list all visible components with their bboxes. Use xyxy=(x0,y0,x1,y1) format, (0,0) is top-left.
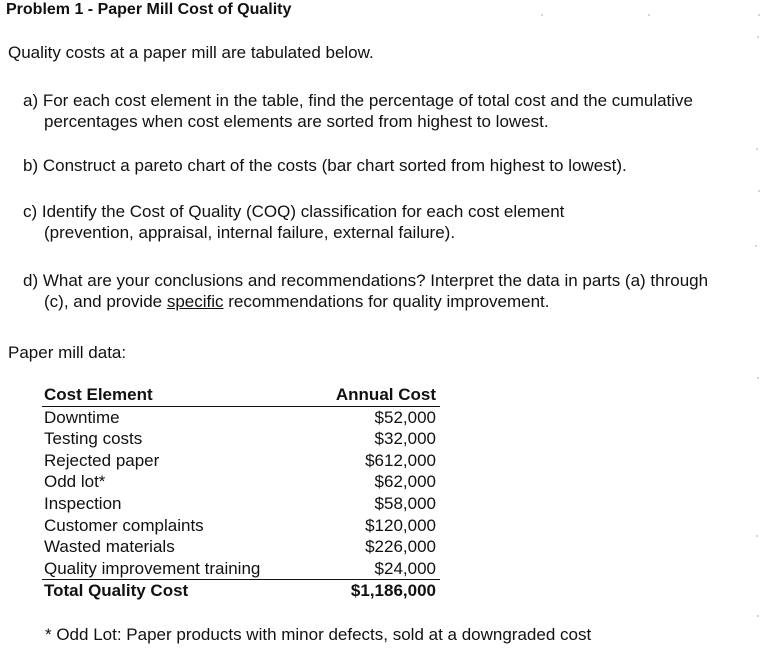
annual-cost-value: $24,000 xyxy=(374,558,436,578)
artifact-dot xyxy=(756,535,758,537)
problem-title: Problem 1 - Paper Mill Cost of Quality xyxy=(6,1,292,18)
artifact-dot xyxy=(648,14,650,16)
total-label: Total Quality Cost xyxy=(44,581,189,601)
header-cost-element: Cost Element xyxy=(44,385,153,404)
question-b xyxy=(23,155,763,176)
question-d-line2-post: recommendations for quality improvement. xyxy=(223,292,550,311)
artifact-dot xyxy=(758,14,760,16)
artifact-dot xyxy=(757,377,759,379)
question-a xyxy=(23,90,763,132)
annual-cost-value: $226,000 xyxy=(365,537,436,557)
cost-element-name: Quality improvement training xyxy=(44,558,261,578)
table-header-row xyxy=(42,384,440,407)
question-c-line2: (prevention, appraisal, internal failure, external failure). xyxy=(44,223,456,242)
data-label: Paper mill data: xyxy=(8,343,127,362)
artifact-dot xyxy=(757,615,759,617)
cost-element-name: Downtime xyxy=(44,407,120,427)
table-row xyxy=(42,428,440,450)
header-annual-cost: Annual Cost xyxy=(335,385,436,404)
question-d-line1: d) What are your conclusions and recommendations? Interpret the data in parts (a) through xyxy=(23,271,709,290)
artifact-dot xyxy=(756,148,758,150)
annual-cost-value: $32,000 xyxy=(374,429,436,449)
question-d xyxy=(23,270,763,312)
question-a-line2: percentages when cost elements are sorted from highest to lowest. xyxy=(44,112,549,131)
cost-element-name: Odd lot* xyxy=(44,472,106,492)
artifact-dot xyxy=(758,190,760,192)
intro-text: Quality costs at a paper mill are tabulated below. xyxy=(8,43,374,62)
table-total-row xyxy=(42,580,440,602)
question-c-line1: c) Identify the Cost of Quality (COQ) classification for each cost element xyxy=(23,202,565,221)
question-b-line1: b) Construct a pareto chart of the costs (bar chart sorted from highest to lowest). xyxy=(23,156,627,175)
artifact-dot xyxy=(757,36,759,38)
question-a-line1: a) For each cost element in the table, find the percentage of total cost and the cumulative xyxy=(23,91,694,110)
question-d-line2-pre: (c), and provide xyxy=(44,292,167,311)
footnote: * Odd Lot: Paper products with minor defects, sold at a downgraded cost xyxy=(45,625,592,644)
total-value: $1,186,000 xyxy=(350,581,436,601)
table-row xyxy=(42,493,440,515)
artifact-dot xyxy=(541,14,543,16)
annual-cost-value: $58,000 xyxy=(374,493,436,513)
annual-cost-value: $52,000 xyxy=(374,407,436,427)
specific-emphasis: specific xyxy=(166,292,224,311)
artifact-dot xyxy=(755,245,757,247)
cost-element-name: Rejected paper xyxy=(44,450,160,470)
table-row xyxy=(42,450,440,472)
cost-element-name: Testing costs xyxy=(44,429,143,449)
question-c xyxy=(23,201,763,243)
question-d-line2 xyxy=(23,291,763,312)
cost-table xyxy=(42,384,440,602)
annual-cost-value: $612,000 xyxy=(365,450,436,470)
table-row xyxy=(42,471,440,493)
cost-element-name: Customer complaints xyxy=(44,515,204,535)
cost-element-name: Wasted materials xyxy=(44,537,175,557)
cost-element-name: Inspection xyxy=(44,493,122,513)
table-row xyxy=(42,407,440,429)
table-row xyxy=(42,515,440,537)
table-row xyxy=(42,536,440,558)
table-row xyxy=(42,558,440,581)
annual-cost-value: $62,000 xyxy=(374,472,436,492)
annual-cost-value: $120,000 xyxy=(365,515,436,535)
